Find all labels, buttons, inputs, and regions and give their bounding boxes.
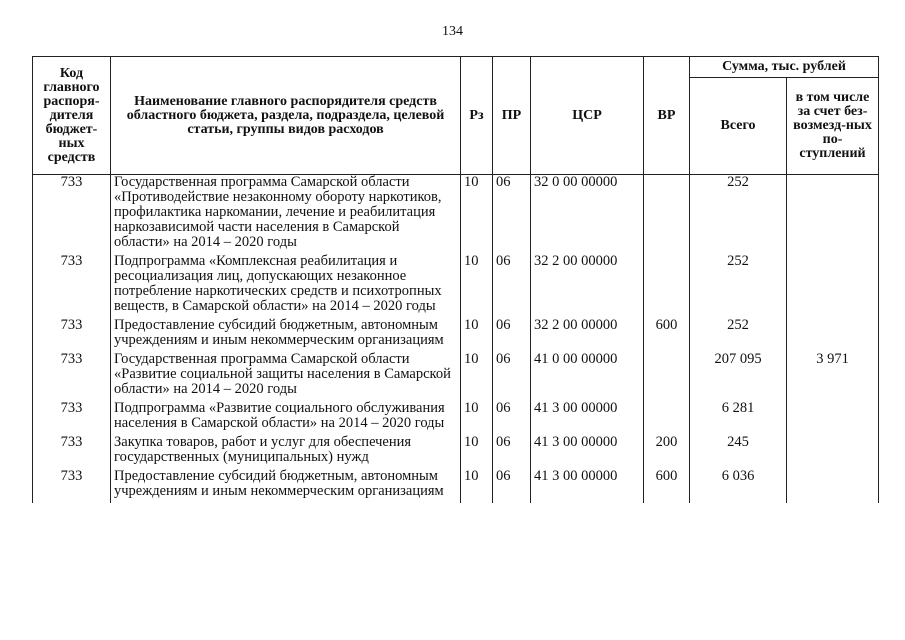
header-pr: ПР bbox=[493, 57, 531, 175]
cell-rz: 10 bbox=[461, 435, 493, 469]
cell-code: 733 bbox=[33, 435, 111, 469]
cell-name: Подпрограмма «Развитие социального обслуживания населения в Самарской области» на 2014 – 2020 годы bbox=[111, 401, 461, 435]
cell-csr: 32 2 00 00000 bbox=[531, 318, 644, 352]
cell-name: Государственная программа Самарской области «Развитие социальной защиты населения в Самарской области» на 2014 – 2020 годы bbox=[111, 352, 461, 401]
cell-name: Предоставление субсидий бюджетным, автономным учреждениям и иным некоммерческим организациям bbox=[111, 318, 461, 352]
cell-csr: 41 0 00 00000 bbox=[531, 352, 644, 401]
table-row bbox=[33, 435, 879, 469]
cell-rz: 10 bbox=[461, 352, 493, 401]
cell-name: Предоставление субсидий бюджетным, автономным учреждениям и иным некоммерческим организациям bbox=[111, 469, 461, 503]
budget-table bbox=[32, 56, 879, 503]
cell-free bbox=[787, 175, 879, 255]
cell-pr: 06 bbox=[493, 435, 531, 469]
cell-pr: 06 bbox=[493, 352, 531, 401]
cell-code: 733 bbox=[33, 401, 111, 435]
cell-rz: 10 bbox=[461, 469, 493, 503]
cell-free bbox=[787, 401, 879, 435]
cell-name: Подпрограмма «Комплексная реабилитация и ресоциализация лиц, допускающих незаконное потребление наркотических средств и психотропных веществ, в Самарской области» на 2014 – 2020 годы bbox=[111, 254, 461, 318]
cell-total: 252 bbox=[690, 318, 787, 352]
cell-free bbox=[787, 469, 879, 503]
cell-name: Государственная программа Самарской области «Противодействие незаконному обороту наркотиков, профилактика наркомании, лечение и реабилитация наркозависимой части населения в Самарской области» на 2014 – 2020 годы bbox=[111, 175, 461, 255]
table-row bbox=[33, 254, 879, 318]
cell-pr: 06 bbox=[493, 401, 531, 435]
cell-vr: 600 bbox=[644, 469, 690, 503]
cell-pr: 06 bbox=[493, 318, 531, 352]
cell-vr: 600 bbox=[644, 318, 690, 352]
cell-total: 252 bbox=[690, 175, 787, 255]
header-csr: ЦСР bbox=[531, 57, 644, 175]
header-code: Код главного распоря-дителя бюджет-ных средств bbox=[33, 57, 111, 175]
cell-csr: 41 3 00 00000 bbox=[531, 401, 644, 435]
cell-vr: 200 bbox=[644, 435, 690, 469]
cell-pr: 06 bbox=[493, 175, 531, 255]
cell-rz: 10 bbox=[461, 254, 493, 318]
cell-total: 6 036 bbox=[690, 469, 787, 503]
cell-csr: 41 3 00 00000 bbox=[531, 435, 644, 469]
cell-code: 733 bbox=[33, 318, 111, 352]
table-row bbox=[33, 352, 879, 401]
table-row bbox=[33, 318, 879, 352]
cell-free: 3 971 bbox=[787, 352, 879, 401]
table-header bbox=[33, 57, 879, 175]
header-total: Всего bbox=[690, 78, 787, 175]
cell-vr bbox=[644, 401, 690, 435]
cell-vr bbox=[644, 254, 690, 318]
header-name: Наименование главного распорядителя средств областного бюджета, раздела, подраздела, целевой статьи, группы видов расходов bbox=[111, 57, 461, 175]
table-row bbox=[33, 401, 879, 435]
header-rz: Рз bbox=[461, 57, 493, 175]
header-sum: Сумма, тыс. рублей bbox=[690, 57, 879, 78]
cell-csr: 32 0 00 00000 bbox=[531, 175, 644, 255]
cell-total: 245 bbox=[690, 435, 787, 469]
cell-vr bbox=[644, 175, 690, 255]
cell-code: 733 bbox=[33, 352, 111, 401]
cell-csr: 41 3 00 00000 bbox=[531, 469, 644, 503]
cell-csr: 32 2 00 00000 bbox=[531, 254, 644, 318]
cell-free bbox=[787, 435, 879, 469]
cell-code: 733 bbox=[33, 254, 111, 318]
table-row bbox=[33, 175, 879, 255]
cell-free bbox=[787, 254, 879, 318]
cell-pr: 06 bbox=[493, 254, 531, 318]
cell-code: 733 bbox=[33, 469, 111, 503]
table-row bbox=[33, 469, 879, 503]
cell-pr: 06 bbox=[493, 469, 531, 503]
cell-rz: 10 bbox=[461, 175, 493, 255]
header-free: в том числе за счет без-возмезд-ных по-ступлений bbox=[787, 78, 879, 175]
cell-name: Закупка товаров, работ и услуг для обеспечения государственных (муниципальных) нужд bbox=[111, 435, 461, 469]
cell-rz: 10 bbox=[461, 401, 493, 435]
page-number: 134 bbox=[442, 24, 463, 39]
cell-total: 207 095 bbox=[690, 352, 787, 401]
header-vr: ВР bbox=[644, 57, 690, 175]
cell-vr bbox=[644, 352, 690, 401]
cell-rz: 10 bbox=[461, 318, 493, 352]
cell-total: 252 bbox=[690, 254, 787, 318]
cell-free bbox=[787, 318, 879, 352]
cell-total: 6 281 bbox=[690, 401, 787, 435]
cell-code: 733 bbox=[33, 175, 111, 255]
